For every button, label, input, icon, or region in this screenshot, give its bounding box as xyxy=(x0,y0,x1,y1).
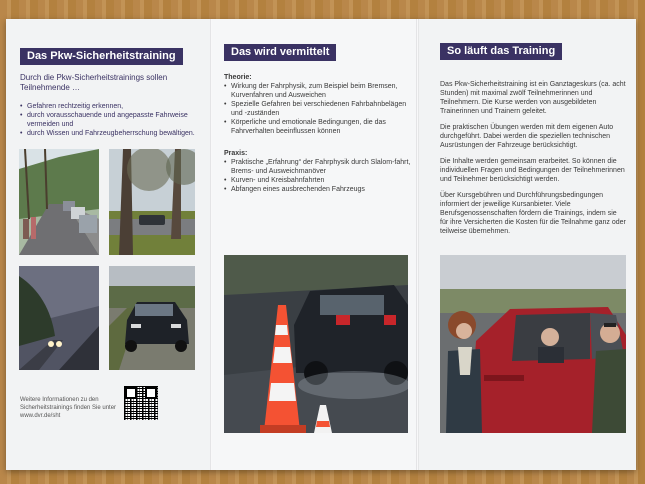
country-road-graphic xyxy=(109,149,195,255)
panel1-heading: Das Pkw-Sicherheitstraining xyxy=(20,48,183,65)
list-item: • Praktische „Erfahrung“ der Fahrphysik durch Slalom-fahrt, Brems- und Ausweichmanöver xyxy=(224,158,412,176)
panel3-heading: So läuft das Training xyxy=(440,43,562,60)
practice-label: Praxis: xyxy=(224,150,248,157)
panel-sicherheitstraining xyxy=(6,19,210,470)
list-item: • durch Wissen und Fahrzeugbeherrschung bewältigen. xyxy=(20,129,202,138)
list-item: • Körperliche und emotionale Bedingungen, die das Fahrverhalten beeinflussen können xyxy=(224,118,412,136)
panel3-body xyxy=(440,80,626,236)
theory-list xyxy=(224,82,412,136)
paragraph: Das Pkw-Sicherheitstraining ist ein Ganztageskurs (ca. acht Stunden) mit maximal zwölf Teilnehmerinnen und Teilnehmern. Die Kurse werden von ausgebildeten Trainerinnen und Trainern geleitet. xyxy=(440,81,626,115)
list-item: • Spezielle Gefahren bei verschiedenen Fahrbahnbelägen und -zuständen xyxy=(224,100,412,118)
list-item: • Abfangen eines ausbrechenden Fahrzeugs xyxy=(224,185,412,194)
photo-car-rural-road xyxy=(109,266,195,370)
brochure xyxy=(6,19,636,470)
panel1-intro: Durch die Pkw-Sicherheitstrainings sollen Teilnehmende … xyxy=(20,73,168,92)
red-car-photo-graphic xyxy=(440,255,626,433)
paragraph: Die Inhalte werden gemeinsam erarbeitet. So können die individuellen Fragen und Bedingungen der Teilnehmerinnen und Teilnehmer berücksichtigt werden. xyxy=(440,158,625,183)
photo-street-parked-cars xyxy=(19,149,99,255)
list-item: • Wirkung der Fahrphysik, zum Beispiel beim Bremsen, Kurvenfahren und Ausweichen xyxy=(224,82,412,100)
rural-car-graphic xyxy=(109,266,195,370)
street-photo-graphic xyxy=(19,149,99,255)
list-item: • Gefahren rechtzeitig erkennen, xyxy=(20,102,202,111)
panel-so-laeuft-das-training xyxy=(418,19,636,470)
night-drive-graphic xyxy=(19,266,99,370)
panel-das-wird-vermittelt xyxy=(212,19,416,470)
list-item: • durch vorausschauende und angepasste Fahrweise vermeiden und xyxy=(20,111,202,129)
cones-photo-graphic xyxy=(224,255,408,433)
paragraph: Über Kursgebühren und Durchführungsbedingungen informiert der jeweilige Kursanbieter. Viele Berufsgenossenschaften fördern die Trainings, indem sie für ihre Versicherten die Kosten für die Teilnahme ganz oder teilweise übernehmen. xyxy=(440,192,626,235)
qr-code-icon[interactable] xyxy=(124,386,158,420)
panel1-info-text: Weitere Informationen zu den Sicherheitstrainings finden Sie unter www.dvr.de/sht xyxy=(20,397,117,419)
photo-night-driving xyxy=(19,266,99,370)
panel1-bullet-list xyxy=(20,102,202,138)
theory-label: Theorie: xyxy=(224,74,252,81)
photo-training-cones-wet-track xyxy=(224,255,408,433)
list-item: • Kurven- und Kreisbahnfahrten xyxy=(224,176,412,185)
panel2-heading: Das wird vermittelt xyxy=(224,44,336,61)
photo-country-road-trees xyxy=(109,149,195,255)
paragraph: Die praktischen Übungen werden mit dem eigenen Auto durchgeführt. Dabei werden die speziellen technischen Ausrüstungen der Fahrzeuge berücksichtigt. xyxy=(440,124,614,149)
practice-list xyxy=(224,158,412,194)
photo-trainer-red-car xyxy=(440,255,626,433)
